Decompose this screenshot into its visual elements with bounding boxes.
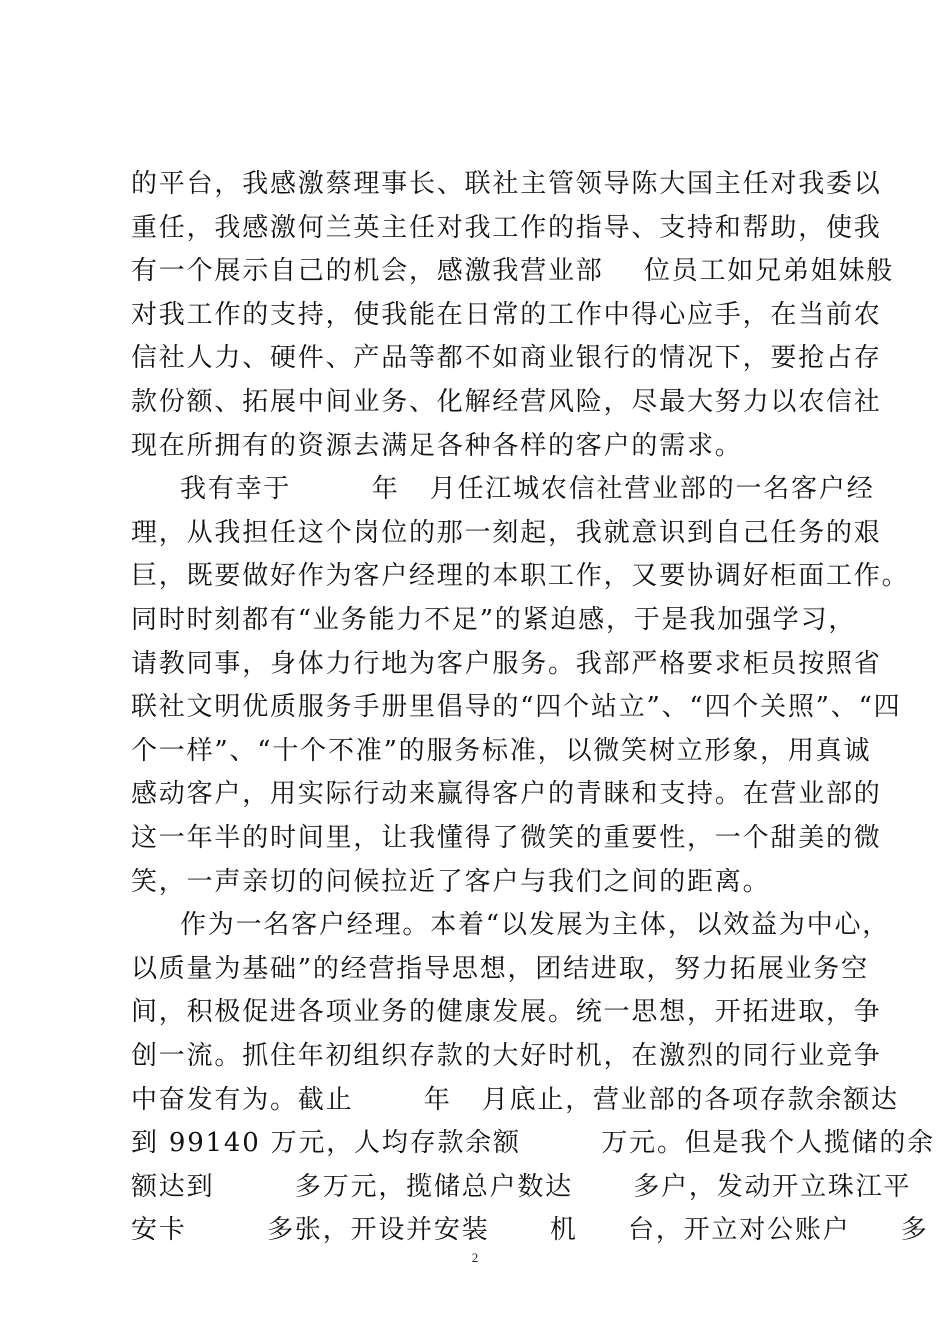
text-line-22: 中奋发有为。截止 年 月底止，营业部的各项存款余额达 [131, 1085, 899, 1115]
text-line-14: 个一样”、“十个不准”的服务标准，以微笑树立形象，用真诚 [131, 736, 872, 766]
text-line-6: 款份额、拓展中间业务、化解经营风险，尽最大努力以农信社 [131, 387, 882, 417]
text-line-11: 同时时刻都有“业务能力不足”的紧迫感，于是我加强学习， [131, 605, 857, 635]
page-number: 2 [471, 1250, 479, 1265]
text-line-20: 间，积极促进各项业务的健康发展。统一思想，开拓进取，争 [131, 997, 882, 1027]
text-line-16: 这一年半的时间里，让我懂得了微笑的重要性，一个甜美的微 [131, 823, 882, 853]
text-line-5: 信社人力、硬件、产品等都不如商业银行的情况下，要抢占存 [131, 343, 882, 373]
text-line-12: 请教同事，身体力行地为客户服务。我部严格要求柜员按照省 [131, 649, 882, 679]
text-line-21: 创一流。抓住年初组织存款的大好时机，在激烈的同行业竞争 [131, 1041, 882, 1071]
text-line-4: 对我工作的支持，使我能在日常的工作中得心应手，在当前农 [131, 300, 882, 330]
text-line-24: 额达到 多万元，揽储总户数达 多户，发动开立珠江平 [131, 1172, 912, 1202]
text-line-15: 感动客户，用实际行动来赢得客户的青睐和支持。在营业部的 [131, 779, 882, 809]
paragraph-first-line-18: 作为一名客户经理。本着“以发展为主体，以效益为中心， [180, 910, 891, 940]
text-line-10: 巨，既要做好作为客户经理的本职工作，又要协调好柜面工作。 [131, 561, 910, 591]
text-line-3: 有一个展示自己的机会，感激我营业部 位员工如兄弟姐妹般 [131, 256, 895, 286]
text-line-2: 重任，我感激何兰英主任对我工作的指导、支持和帮助，使我 [131, 213, 882, 243]
text-line-23: 到 99140 万元，人均存款余额 万元。但是我个人揽储的余 [131, 1128, 935, 1158]
paragraph-first-line-8: 我有幸于 年 月任江城农信社营业部的一名客户经 [180, 474, 875, 504]
text-line-19: 以质量为基础”的经营指导思想，团结进取，努力拓展业务空 [131, 954, 869, 984]
text-line-1: 的平台，我感激蔡理事长、联社主管领导陈大国主任对我委以 [131, 169, 882, 199]
text-line-25: 安卡 多张，开设并安装 机 台，开立对公账户 多 [131, 1215, 929, 1245]
text-line-17: 笑，一声亲切的问候拉近了客户与我们之间的距离。 [131, 867, 771, 897]
text-line-7: 现在所拥有的资源去满足各种各样的客户的需求。 [131, 431, 743, 461]
text-line-13: 联社文明优质服务手册里倡导的“四个站立”、“四个关照”、“四 [131, 692, 902, 722]
text-line-9: 理，从我担任这个岗位的那一刻起，我就意识到自己任务的艰 [131, 518, 882, 548]
